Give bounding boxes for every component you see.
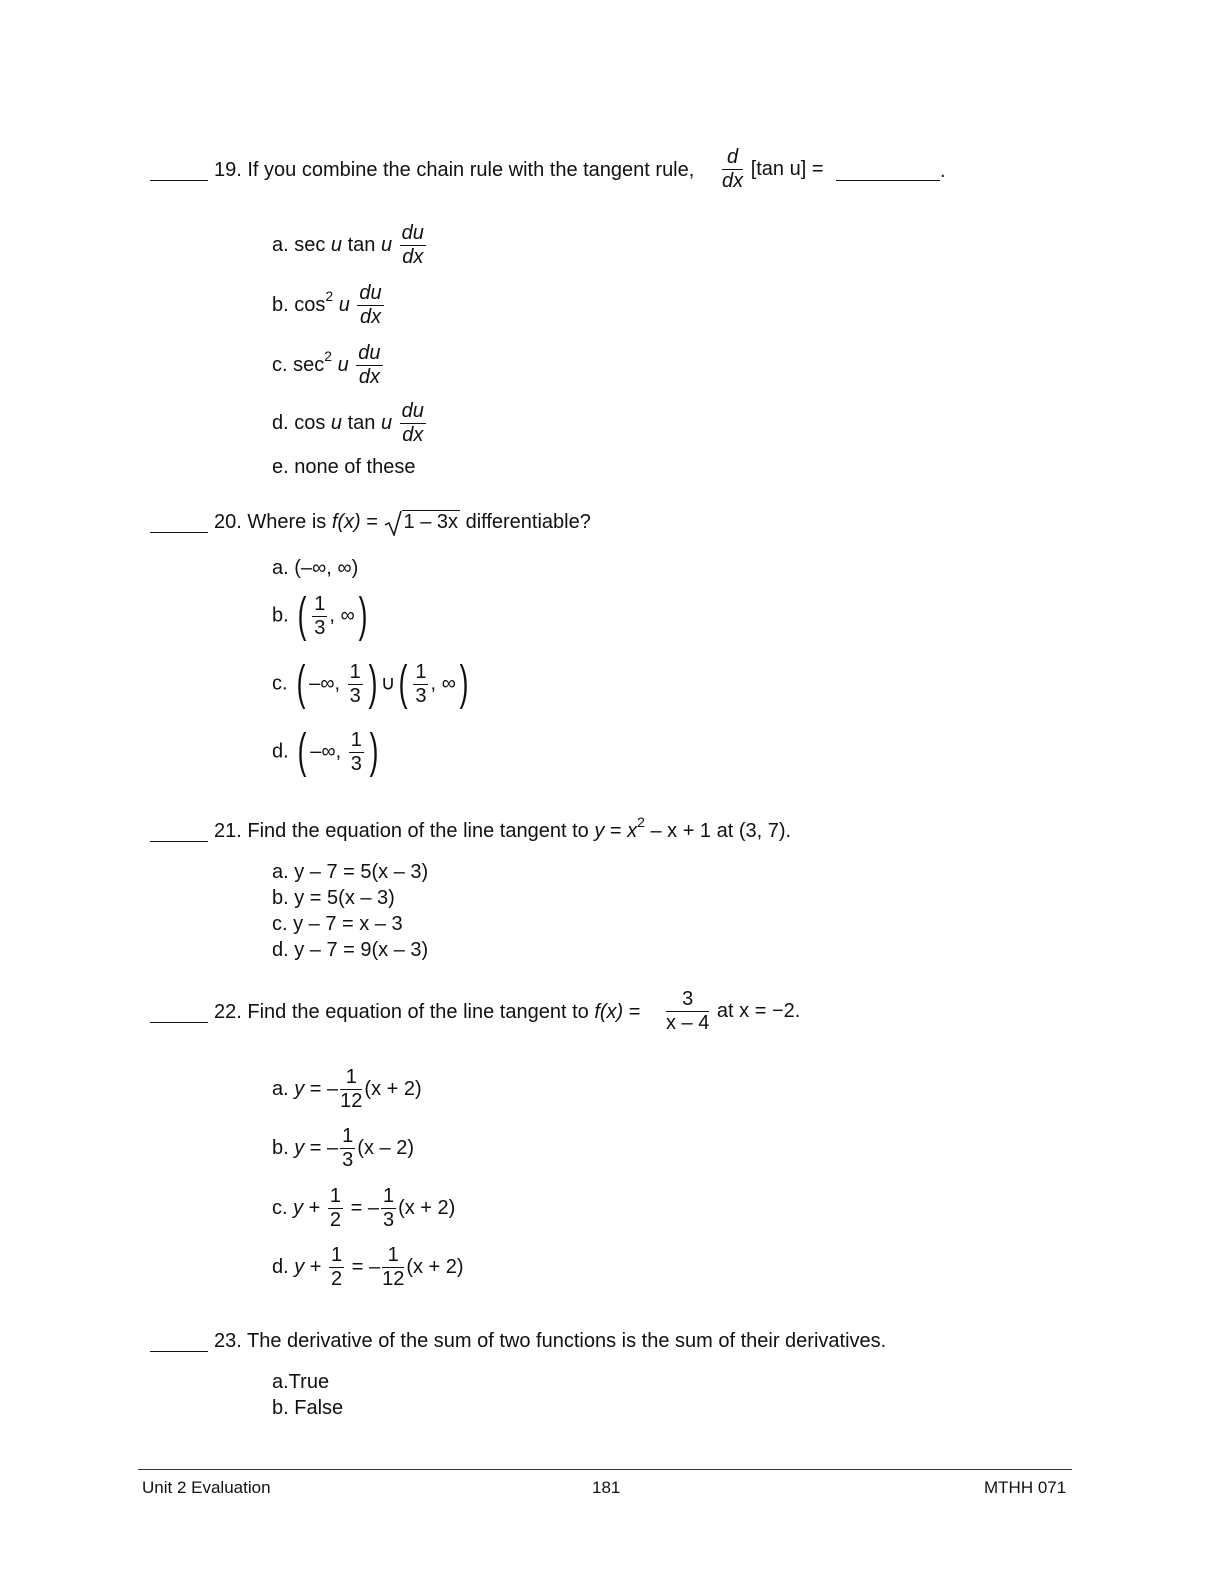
numerator: 1 <box>314 592 326 615</box>
denominator: 3 <box>415 684 427 707</box>
answer-blank-22[interactable] <box>150 1022 208 1023</box>
option-19c[interactable] <box>272 342 385 389</box>
denominator: dx <box>402 246 424 268</box>
fraction <box>340 1125 355 1172</box>
numerator: 1 <box>382 1185 395 1207</box>
union-symbol: ∪ <box>380 672 396 695</box>
open-paren: ( <box>398 657 408 710</box>
close-paren: ) <box>358 589 368 642</box>
equals: = – <box>345 1196 379 1219</box>
du-dx <box>400 222 426 269</box>
infinity: ∞ <box>340 604 355 627</box>
denominator: x – 4 <box>666 1012 710 1034</box>
question-number: 23. <box>214 1330 242 1352</box>
numerator: du <box>359 282 382 304</box>
open-paren: ( <box>296 657 306 710</box>
du-dx <box>400 400 426 447</box>
question-stem: differentiable? <box>460 511 591 533</box>
var-u: u <box>330 411 343 434</box>
equals: = – <box>304 1077 339 1100</box>
one-third <box>312 593 327 640</box>
option-text: c. sec <box>272 353 325 376</box>
option-22d[interactable] <box>272 1244 464 1291</box>
question-20 <box>214 510 591 534</box>
d-over-dx <box>722 146 743 193</box>
exponent: 2 <box>324 347 333 364</box>
option-20c[interactable] <box>272 657 472 710</box>
numerator: 1 <box>350 728 362 751</box>
square-root <box>384 510 460 534</box>
numerator: 1 <box>331 1244 343 1266</box>
footer-left: Unit 2 Evaluation <box>142 1478 271 1497</box>
numerator: du <box>358 342 381 364</box>
option-19e[interactable]: e. none of these <box>272 456 416 478</box>
denominator: 12 <box>340 1090 363 1112</box>
equals: = <box>360 511 384 533</box>
exponent: 2 <box>637 814 645 830</box>
option-label: c. <box>272 1196 294 1219</box>
page-number: 181 <box>592 1478 621 1497</box>
denominator: 3 <box>342 1149 354 1171</box>
three-over-x-minus-4 <box>666 988 709 1035</box>
exponent: 2 <box>325 287 334 304</box>
equals: = – <box>304 1136 339 1159</box>
question-stem: Find the equation of the line tangent to <box>247 820 595 842</box>
option-label: b. <box>272 1136 295 1159</box>
option-23a[interactable]: a.True <box>272 1371 330 1393</box>
fraction <box>340 1066 362 1113</box>
option-20d[interactable] <box>272 725 382 778</box>
fraction <box>381 1185 396 1232</box>
fraction <box>328 1185 343 1232</box>
du-dx <box>357 282 383 329</box>
numerator: d <box>722 146 743 170</box>
option-21c[interactable]: c. y – 7 = x – 3 <box>272 913 403 935</box>
question-stem: Where is <box>247 511 332 533</box>
option-text: b. cos <box>272 293 326 316</box>
one-third <box>413 661 428 708</box>
denominator: 2 <box>329 1209 342 1231</box>
close-paren: ) <box>369 725 379 778</box>
denominator: 3 <box>349 684 361 707</box>
var-y: y <box>594 820 605 842</box>
option-21b[interactable]: b. y = 5(x – 3) <box>272 887 395 909</box>
numerator: 1 <box>340 1066 362 1090</box>
option-21d[interactable]: d. y – 7 = 9(x – 3) <box>272 939 429 961</box>
equals: = <box>604 820 628 842</box>
option-19d[interactable] <box>272 400 428 447</box>
neg-infinity: –∞, <box>309 672 341 695</box>
numerator: 1 <box>382 1244 404 1268</box>
option-label: d. <box>272 740 289 763</box>
open-paren: ( <box>297 589 307 642</box>
plus: + <box>303 1196 326 1219</box>
derivative-operator <box>720 146 824 193</box>
option-19b[interactable] <box>272 282 386 329</box>
comma: , <box>430 672 437 695</box>
neg-infinity: –∞, <box>310 740 342 763</box>
comma: , <box>329 604 335 627</box>
close-paren: ) <box>368 657 378 710</box>
fraction <box>329 1244 344 1291</box>
question-number: 21. <box>214 820 242 842</box>
option-20a[interactable]: a. (–∞, ∞) <box>272 557 359 579</box>
option-text: (x + 2) <box>398 1196 456 1219</box>
equals: = – <box>346 1255 381 1278</box>
question-19 <box>214 158 694 182</box>
var-u: u <box>380 233 393 256</box>
answer-fill-blank-19[interactable] <box>836 180 940 181</box>
equals: = <box>623 1001 641 1023</box>
answer-blank-19[interactable] <box>150 180 208 181</box>
radicand: 1 – 3x <box>403 511 459 533</box>
numerator: 1 <box>342 1125 354 1147</box>
function-name: f(x) <box>331 511 361 533</box>
option-label: a. <box>272 1077 295 1100</box>
option-22a[interactable] <box>272 1066 422 1113</box>
tan-u-label: [tan u] = <box>750 157 824 180</box>
option-text: (x + 2) <box>364 1077 422 1100</box>
function-fraction <box>664 988 800 1035</box>
question-number: 19. <box>214 159 242 181</box>
question-stem: The derivative of the sum of two functions is the sum of their derivatives. <box>247 1330 887 1352</box>
denominator: dx <box>359 306 382 328</box>
option-label: b. <box>272 604 289 627</box>
option-22b[interactable] <box>272 1125 414 1172</box>
var-y: y <box>294 1255 305 1278</box>
question-21 <box>214 814 792 844</box>
one-third <box>348 661 363 708</box>
numerator: du <box>401 222 424 244</box>
answer-blank-23[interactable] <box>150 1351 208 1352</box>
du-dx <box>356 342 382 389</box>
question-23 <box>214 1329 886 1353</box>
radical-sign-icon <box>384 510 402 536</box>
denominator: 3 <box>314 616 326 639</box>
option-20b[interactable] <box>272 589 371 642</box>
fraction <box>382 1244 404 1291</box>
footer-rule <box>138 1469 1072 1470</box>
period: . <box>940 160 946 182</box>
option-text: d. cos <box>272 411 331 434</box>
var-y: y <box>294 1136 305 1159</box>
option-text: a. sec <box>272 233 331 256</box>
denominator: dx <box>358 366 380 388</box>
denominator: 12 <box>382 1268 405 1290</box>
denominator: 3 <box>350 752 362 775</box>
option-label: d. <box>272 1255 295 1278</box>
numerator: 1 <box>329 1185 342 1207</box>
denominator: 2 <box>331 1268 343 1290</box>
option-text: tan <box>342 411 381 434</box>
numerator: 1 <box>349 660 361 683</box>
var-y: y <box>293 1196 304 1219</box>
one-third <box>349 729 364 776</box>
var-u: u <box>380 411 393 434</box>
function-name: f(x) <box>594 1001 624 1023</box>
option-19a[interactable] <box>272 222 428 269</box>
denominator: dx <box>402 424 424 446</box>
question-number: 20. <box>214 511 242 533</box>
plus: + <box>304 1255 328 1278</box>
denominator: 3 <box>382 1209 395 1231</box>
numerator: 3 <box>666 988 709 1012</box>
option-23b[interactable]: b. False <box>272 1397 344 1419</box>
open-paren: ( <box>297 725 307 778</box>
infinity: ∞ <box>441 672 456 695</box>
option-label: c. <box>272 672 288 695</box>
var-u: u <box>332 353 349 376</box>
answer-blank-21[interactable] <box>150 841 208 842</box>
numerator: 1 <box>415 660 427 683</box>
close-paren: ) <box>459 657 469 710</box>
var-u: u <box>333 293 350 316</box>
option-text: (x + 2) <box>406 1255 464 1278</box>
question-stem: Find the equation of the line tangent to <box>247 1001 595 1023</box>
question-number: 22. <box>214 1001 242 1023</box>
question-22 <box>214 1000 640 1024</box>
answer-blank-20[interactable] <box>150 532 208 533</box>
question-stem: at x = −2. <box>716 999 801 1022</box>
var-y: y <box>294 1077 305 1100</box>
option-22c[interactable] <box>272 1185 455 1232</box>
question-stem: If you combine the chain rule with the tangent rule, <box>247 159 695 181</box>
question-stem: – x + 1 at (3, 7). <box>644 820 792 842</box>
denominator: dx <box>722 170 744 192</box>
option-text: tan <box>342 233 381 256</box>
numerator: du <box>401 400 424 422</box>
option-text: (x – 2) <box>357 1136 414 1159</box>
var-u: u <box>330 233 343 256</box>
footer-right: MTHH 071 <box>984 1478 1067 1497</box>
option-21a[interactable]: a. y – 7 = 5(x – 3) <box>272 861 429 883</box>
var-x: x <box>627 820 638 842</box>
